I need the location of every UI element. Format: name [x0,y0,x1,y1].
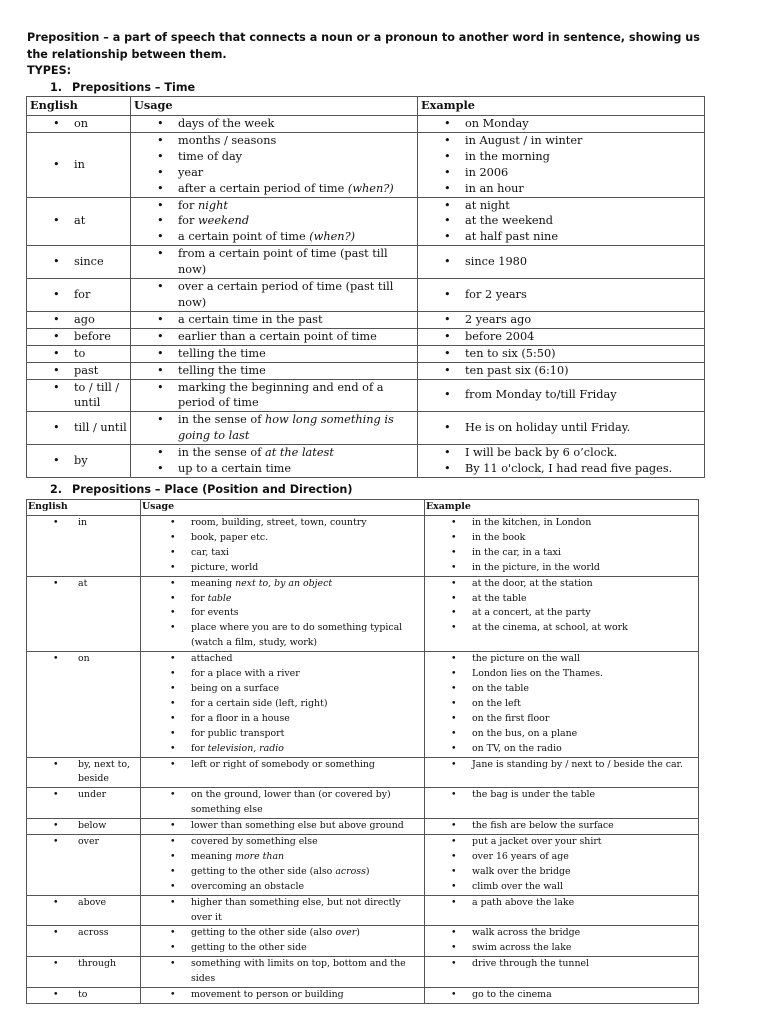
example-item: • He is on holiday until Friday. [421,420,701,436]
preposition-word: • past [30,363,127,379]
preposition-word: • through [28,957,139,972]
preposition-word: • on [30,116,127,132]
example-item: • on the first floor [426,712,697,727]
usage-item: • for a certain side (left, right) [142,697,423,712]
example-cell [418,311,705,328]
table-row [27,328,705,345]
example-cell [425,988,699,1004]
usage-item: • in the sense of at the latest [134,445,414,461]
example-cell [418,362,705,379]
column-header: Example [425,500,699,516]
usage-cell [131,445,418,478]
usage-cell [131,328,418,345]
example-item: • from Monday to/till Friday [421,387,701,403]
usage-cell [141,988,425,1004]
table-row [27,576,699,652]
preposition-word: • in [28,516,139,531]
usage-item: • telling the time [134,363,414,379]
preposition-word: • since [30,254,127,270]
column-header: English [27,500,141,516]
preposition-word: • at [28,577,139,592]
preposition-word: • before [30,329,127,345]
table-row [27,246,705,279]
usage-item: • being on a surface [142,682,423,697]
preposition-word: • above [28,896,139,911]
example-item: • in the car, in a taxi [426,546,697,561]
usage-item: • car, taxi [142,546,423,561]
example-cell [425,895,699,926]
example-item: • on the table [426,682,697,697]
table-row [27,197,705,246]
usage-cell [141,576,425,652]
example-cell [418,116,705,133]
preposition-cell [27,835,141,896]
table-row [27,926,699,957]
preposition-word: • by, next to, beside [28,758,139,788]
column-header: English [27,97,131,116]
preposition-cell [27,279,131,312]
example-cell [418,412,705,445]
usage-item: • left or right of somebody or something [142,758,423,773]
table-row [27,895,699,926]
example-cell [418,345,705,362]
example-item: • at a concert, at the party [426,606,697,621]
example-item: • in the book [426,531,697,546]
example-item: • on Monday [421,116,701,132]
table-row [27,757,699,788]
example-item: • London lies on the Thames. [426,667,697,682]
example-item: • walk over the bridge [426,865,697,880]
section2-title: Prepositions – Place (Position and Direction) [72,483,353,496]
example-cell [418,328,705,345]
section1-number: 1. [50,80,63,94]
usage-cell [131,116,418,133]
usage-item: • on the ground, lower than (or covered by) something else [142,788,423,818]
table-row [27,311,705,328]
preposition-cell [27,197,131,246]
preposition-cell [27,445,131,478]
usage-item: • for a floor in a house [142,712,423,727]
example-cell [418,279,705,312]
preposition-word: • below [28,819,139,834]
preposition-cell [27,328,131,345]
table-row [27,362,705,379]
example-item: • put a jacket over your shirt [426,835,697,850]
usage-item: • meaning more than [142,850,423,865]
preposition-word: • in [30,157,127,173]
example-item: • the bag is under the table [426,788,697,803]
table-row [27,516,699,577]
usage-item: • book, paper etc. [142,531,423,546]
table-row [27,652,699,757]
preposition-word: • on [28,652,139,667]
example-item: • in an hour [421,181,701,197]
table-row [27,835,699,896]
usage-item: • something with limits on top, bottom and the sides [142,957,423,987]
column-header: Example [418,97,705,116]
section1-heading [27,80,707,97]
preposition-cell [27,895,141,926]
usage-cell [131,412,418,445]
example-cell [425,957,699,988]
example-item: • ten to six (5:50) [421,346,701,362]
usage-item: • attached [142,652,423,667]
preposition-word: • under [28,788,139,803]
example-item: • in the picture, in the world [426,561,697,576]
example-item: • I will be back by 6 o’clock. [421,445,701,461]
table-row [27,116,705,133]
usage-cell [131,311,418,328]
table-row [27,132,705,197]
preposition-cell [27,819,141,835]
preposition-cell [27,246,131,279]
usage-item: • telling the time [134,346,414,362]
usage-cell [131,362,418,379]
preposition-word: • ago [30,312,127,328]
usage-item: • marking the beginning and end of a period of time [134,380,414,412]
example-cell [425,835,699,896]
usage-cell [131,132,418,197]
usage-item: • days of the week [134,116,414,132]
example-item: • on the left [426,697,697,712]
table-header-row [27,97,705,116]
usage-cell [141,516,425,577]
example-item: • on the bus, on a plane [426,727,697,742]
usage-item: • up to a certain time [134,461,414,477]
usage-item: • for television, radio [142,742,423,757]
preposition-cell [27,757,141,788]
example-item: • for 2 years [421,287,701,303]
usage-cell [141,788,425,819]
column-header: Usage [131,97,418,116]
usage-cell [141,895,425,926]
example-item: • in August / in winter [421,133,701,149]
preposition-cell [27,576,141,652]
example-item: • at the door, at the station [426,577,697,592]
example-item: • the picture on the wall [426,652,697,667]
preposition-cell [27,379,131,412]
preposition-cell [27,412,131,445]
section2-heading [50,483,353,496]
example-item: • 2 years ago [421,312,701,328]
example-cell [425,652,699,757]
table-row [27,345,705,362]
usage-cell [141,957,425,988]
example-item: • a path above the lake [426,896,697,911]
usage-cell [131,379,418,412]
example-item: • at the cinema, at school, at work [426,621,697,636]
example-item: • at half past nine [421,229,701,245]
usage-item: • for weekend [134,213,414,229]
preposition-cell [27,988,141,1004]
table-row [27,788,699,819]
example-item: • at night [421,198,701,214]
usage-item: • for table [142,592,423,607]
usage-item: • getting to the other side (also over) [142,926,423,941]
usage-item: • meaning next to, by an object [142,577,423,592]
preposition-word: • till / until [30,420,127,436]
table-row [27,445,705,478]
example-cell [418,445,705,478]
example-cell [418,197,705,246]
preposition-cell [27,116,131,133]
usage-item: • months / seasons [134,133,414,149]
usage-item: • place where you are to do something typical (watch a film, study, work) [142,621,423,651]
usage-item: • for a place with a river [142,667,423,682]
table-row [27,957,699,988]
usage-item: • movement to person or building [142,988,423,1003]
example-item: • the fish are below the surface [426,819,697,834]
example-item: • on TV, on the radio [426,742,697,757]
preposition-cell [27,345,131,362]
example-item: • walk across the bridge [426,926,697,941]
example-item: • in the kitchen, in London [426,516,697,531]
example-item: • By 11 o'clock, I had read five pages. [421,461,701,477]
preposition-word: • over [28,835,139,850]
preposition-cell [27,957,141,988]
preposition-word: • across [28,926,139,941]
section1-title: Prepositions – Time [72,80,196,94]
example-cell [425,926,699,957]
usage-item: • higher than something else, but not directly over it [142,896,423,926]
usage-item: • room, building, street, town, country [142,516,423,531]
usage-item: • earlier than a certain point of time [134,329,414,345]
preposition-cell [27,362,131,379]
usage-cell [141,926,425,957]
definition: Preposition – a part of speech that connects a noun or a pronoun to another word in sentence, showing us the relationship between them. [27,31,700,61]
usage-cell [141,757,425,788]
usage-item: • overcoming an obstacle [142,880,423,895]
example-item: • climb over the wall [426,880,697,895]
example-item: • in the morning [421,149,701,165]
usage-cell [131,197,418,246]
example-item: • at the table [426,592,697,607]
preposition-word: • to [28,988,139,1003]
preposition-cell [27,652,141,757]
example-cell [418,132,705,197]
section2-number: 2. [50,483,63,496]
example-item: • over 16 years of age [426,850,697,865]
column-header: Usage [141,500,425,516]
example-item: • at the weekend [421,213,701,229]
usage-item: • lower than something else but above ground [142,819,423,834]
types-label: TYPES: [27,64,72,77]
example-item: • ten past six (6:10) [421,363,701,379]
intro [27,30,707,96]
table-row [27,412,705,445]
preposition-word: • for [30,287,127,303]
usage-cell [131,246,418,279]
usage-item: • in the sense of how long something is going to last [134,412,414,444]
preposition-cell [27,311,131,328]
usage-cell [141,652,425,757]
usage-item: • over a certain period of time (past till now) [134,279,414,311]
example-item: • swim across the lake [426,941,697,956]
preposition-word: • by [30,453,127,469]
usage-cell [131,279,418,312]
place-prepositions-table [26,499,699,1004]
usage-item: • for night [134,198,414,214]
example-item: • in 2006 [421,165,701,181]
usage-item: • from a certain point of time (past till now) [134,246,414,278]
usage-cell [131,345,418,362]
preposition-cell [27,516,141,577]
table-row [27,279,705,312]
usage-item: • getting to the other side (also across) [142,865,423,880]
example-item: • Jane is standing by / next to / beside the car. [426,758,697,773]
example-cell [425,819,699,835]
usage-item: • time of day [134,149,414,165]
example-cell [425,757,699,788]
usage-item: • a certain time in the past [134,312,414,328]
example-cell [425,576,699,652]
usage-item: • getting to the other side [142,941,423,956]
usage-item: • after a certain period of time (when?) [134,181,414,197]
usage-cell [141,835,425,896]
table-header-row [27,500,699,516]
time-prepositions-table [26,96,705,478]
preposition-cell [27,788,141,819]
preposition-cell [27,926,141,957]
usage-item: • year [134,165,414,181]
preposition-word: • at [30,213,127,229]
example-cell [418,379,705,412]
usage-item: • for events [142,606,423,621]
example-cell [425,788,699,819]
usage-item: • picture, world [142,561,423,576]
preposition-word: • to / till / until [30,380,127,412]
example-cell [425,516,699,577]
preposition-word: • to [30,346,127,362]
usage-item: • for public transport [142,727,423,742]
example-item: • before 2004 [421,329,701,345]
usage-item: • covered by something else [142,835,423,850]
usage-cell [141,819,425,835]
example-item: • since 1980 [421,254,701,270]
table-row [27,819,699,835]
example-item: • drive through the tunnel [426,957,697,972]
table-row [27,988,699,1004]
usage-item: • a certain point of time (when?) [134,229,414,245]
table-row [27,379,705,412]
example-item: • go to the cinema [426,988,697,1003]
preposition-cell [27,132,131,197]
example-cell [418,246,705,279]
